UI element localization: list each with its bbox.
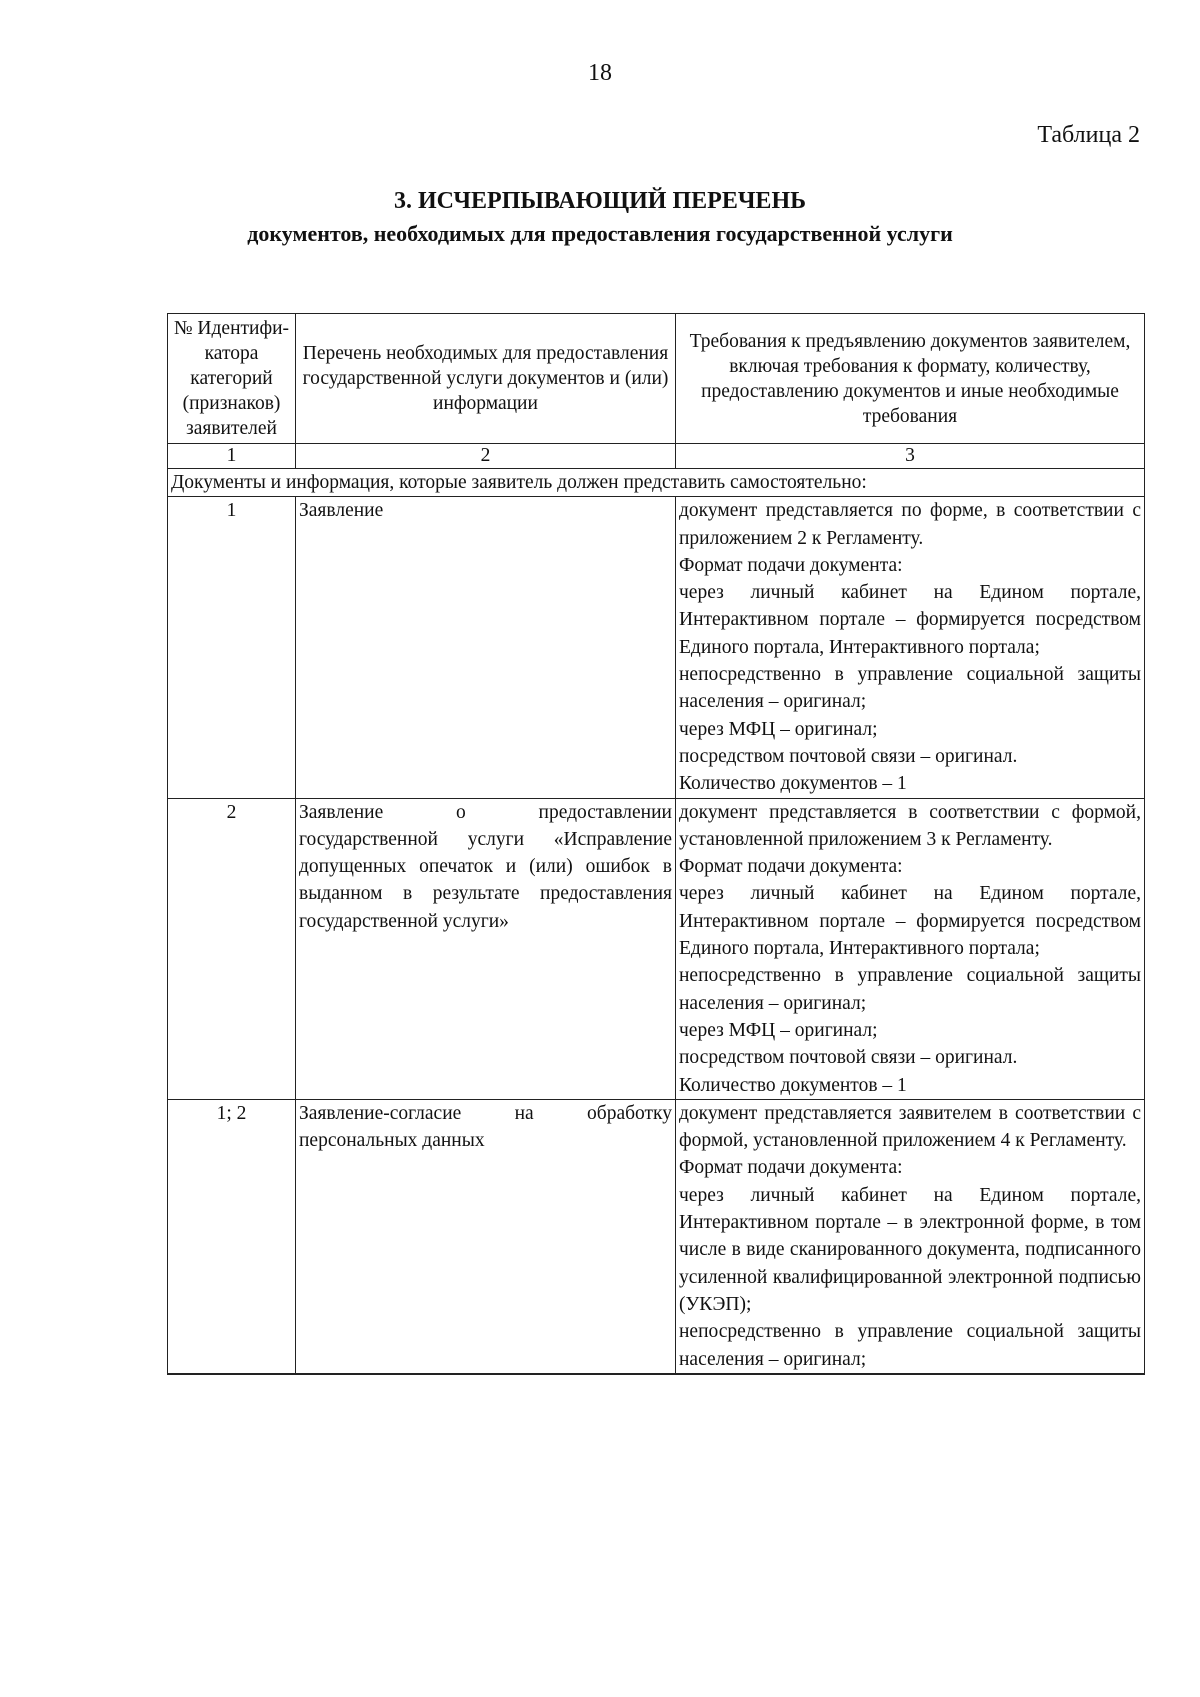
requirement-line: документ представляется по форме, в соответствии с приложением 2 к Регламенту. — [679, 500, 1141, 549]
requirement-line: Количество документов – 1 — [679, 1074, 907, 1096]
header-identifier: № Идентифи-катора категорий (признаков) заявителей — [168, 314, 296, 444]
requirement-line: через МФЦ – оригинал; — [679, 1019, 878, 1041]
header-requirements: Требования к предъявлению документов заявителем, включая требования к формату, количеству, предоставлению документов и иные необходимые требования — [676, 314, 1145, 444]
column-number: 1 — [168, 444, 296, 469]
requirement-line: непосредственно в управление социальной защиты населения – оригинал; — [679, 1321, 1141, 1370]
table-row — [168, 1099, 1145, 1373]
requirement-line: через личный кабинет на Едином портале, Интерактивном портале – формируется посредством Единого портала, Интерактивного портала; — [679, 883, 1141, 960]
header-documents-list: Перечень необходимых для предоставления государственной услуги документов и (или) информации — [296, 314, 676, 444]
table-label: Таблица 2 — [1037, 122, 1140, 148]
requirement-line: посредством почтовой связи – оригинал. — [679, 1047, 1018, 1069]
requirement-line: через МФЦ – оригинал; — [679, 718, 878, 740]
requirement-line: непосредственно в управление социальной защиты населения – оригинал; — [679, 965, 1141, 1014]
section-title: Документы и информация, которые заявитель должен представить самостоятельно: — [168, 469, 1145, 497]
document-subtitle: документов, необходимых для предоставления государственной услуги — [247, 221, 953, 246]
document-requirements — [676, 497, 1145, 798]
requirement-line: Формат подачи документа: — [679, 554, 903, 576]
table-row — [168, 497, 1145, 798]
requirement-line: документ представляется заявителем в соответствии с формой, установленной приложением 4 к Регламенту. — [679, 1102, 1141, 1152]
requirement-line: Количество документов – 1 — [679, 773, 907, 795]
column-numbers-row — [168, 444, 1145, 469]
document-requirements — [676, 1099, 1145, 1373]
document-name: Заявление о предоставлении государственной услуги «Исправление допущенных опечаток и (или) ошибок в выданном в результате предоставления государственной услуги» — [296, 798, 676, 1099]
document-name: Заявление-согласие на обработку персональных данных — [296, 1099, 676, 1373]
column-number: 2 — [296, 444, 676, 469]
requirement-line: через личный кабинет на Едином портале, Интерактивном портале – в электронной форме, в том числе в виде сканированного документа, подписанного усиленной квалифицированной электронной подписью (УКЭП); — [679, 1184, 1141, 1315]
requirement-line: документ представляется в соответствии с формой, установленной приложением 3 к Регламенту. — [679, 801, 1141, 850]
table-row — [168, 798, 1145, 1099]
applicant-category-id: 1; 2 — [168, 1099, 296, 1373]
requirement-line: Формат подачи документа: — [679, 1157, 903, 1179]
requirement-line: Формат подачи документа: — [679, 856, 903, 878]
requirement-line: непосредственно в управление социальной защиты населения – оригинал; — [679, 664, 1141, 713]
page-number: 18 — [588, 60, 612, 86]
documents-table — [167, 313, 1145, 1375]
applicant-category-id: 1 — [168, 497, 296, 798]
document-requirements — [676, 798, 1145, 1099]
document-title: 3. ИСЧЕРПЫВАЮЩИЙ ПЕРЕЧЕНЬ — [394, 188, 806, 214]
column-number: 3 — [676, 444, 1145, 469]
section-row — [168, 469, 1145, 497]
applicant-category-id: 2 — [168, 798, 296, 1099]
table-header-row — [168, 314, 1145, 444]
requirement-line: посредством почтовой связи – оригинал. — [679, 745, 1018, 767]
requirement-line: через личный кабинет на Едином портале, Интерактивном портале – формируется посредством Единого портала, Интерактивного портала; — [679, 582, 1141, 658]
document-name: Заявление — [296, 497, 676, 798]
